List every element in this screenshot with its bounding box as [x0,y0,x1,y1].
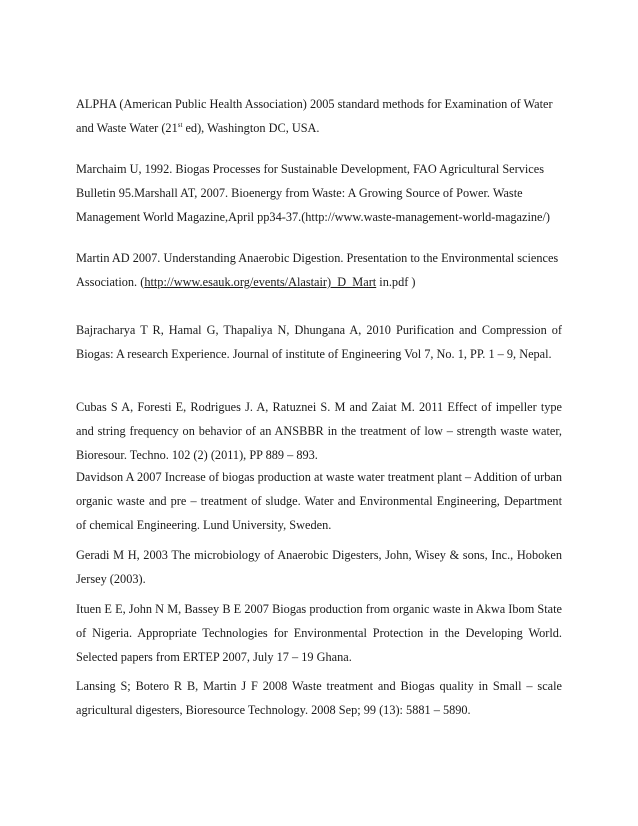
reference-apha [76,92,562,140]
reference-martin-text-end: in.pdf ) [376,275,416,289]
reference-cubas: Cubas S A, Foresti E, Rodrigues J. A, Ratuznei S. M and Zaiat M. 2011 Effect of impeller type and string frequency on behavior of an ANSBBR in the treatment of low – strength waste water, Bioresour. Techno. 102 (2) (2011), PP 889 – 893. [76,400,562,462]
reference-marchaim: Marchaim U, 1992. Biogas Processes for Sustainable Development, FAO Agricultural Services Bulletin 95.Marshall AT, 2007. Bioenergy from Waste: A Growing Source of Power. Waste Management World Magazine,April pp34-37.(http://www.waste-management-world-magazine/) [76,162,550,224]
reference-apha-text-end: ed), Washington DC, USA. [182,121,320,135]
reference-bajracharya: Bajracharya T R, Hamal G, Thapaliya N, Dhungana A, 2010 Purification and Compression of Biogas: A research Experience. Journal of institute of Engineering Vol 7, No. 1, PP. 1 – 9, Nepal. [76,323,562,361]
reference-geradi: Geradi M H, 2003 The microbiology of Anaerobic Digesters, John, Wisey & sons, Inc., Hoboken Jersey (2003). [76,548,562,586]
reference-apha-text: ALPHA (American Public Health Association) 2005 standard methods for Examination of Water and Waste Water (21 [76,97,553,135]
reference-apha-superscript: st [177,121,183,129]
reference-davidson: Davidson A 2007 Increase of biogas production at waste water treatment plant – Addition of urban organic waste and pre – treatment of sludge. Water and Environmental Engineering, Department of chemical Engineering. Lund University, Sweden. [76,470,562,532]
reference-martin-text: Martin AD 2007. Understanding Anaerobic Digestion. Presentation to the Environmental sciences Association. ( [76,251,559,289]
reference-martin [76,246,562,294]
reference-martin-link[interactable]: http://www.esauk.org/events/Alastair)_D_Mart [144,275,377,289]
reference-ituen: Ituen E E, John N M, Bassey B E 2007 Biogas production from organic waste in Akwa Ibom State of Nigeria. Appropriate Technologies for Environmental Protection in the Developing World. Selected papers from ERTEP 2007, July 17 – 19 Ghana. [76,602,562,664]
reference-lansing: Lansing S; Botero R B, Martin J F 2008 Waste treatment and Biogas quality in Small – scale agricultural digesters, Bioresource Technology. 2008 Sep; 99 (13): 5881 – 5890. [76,679,562,717]
